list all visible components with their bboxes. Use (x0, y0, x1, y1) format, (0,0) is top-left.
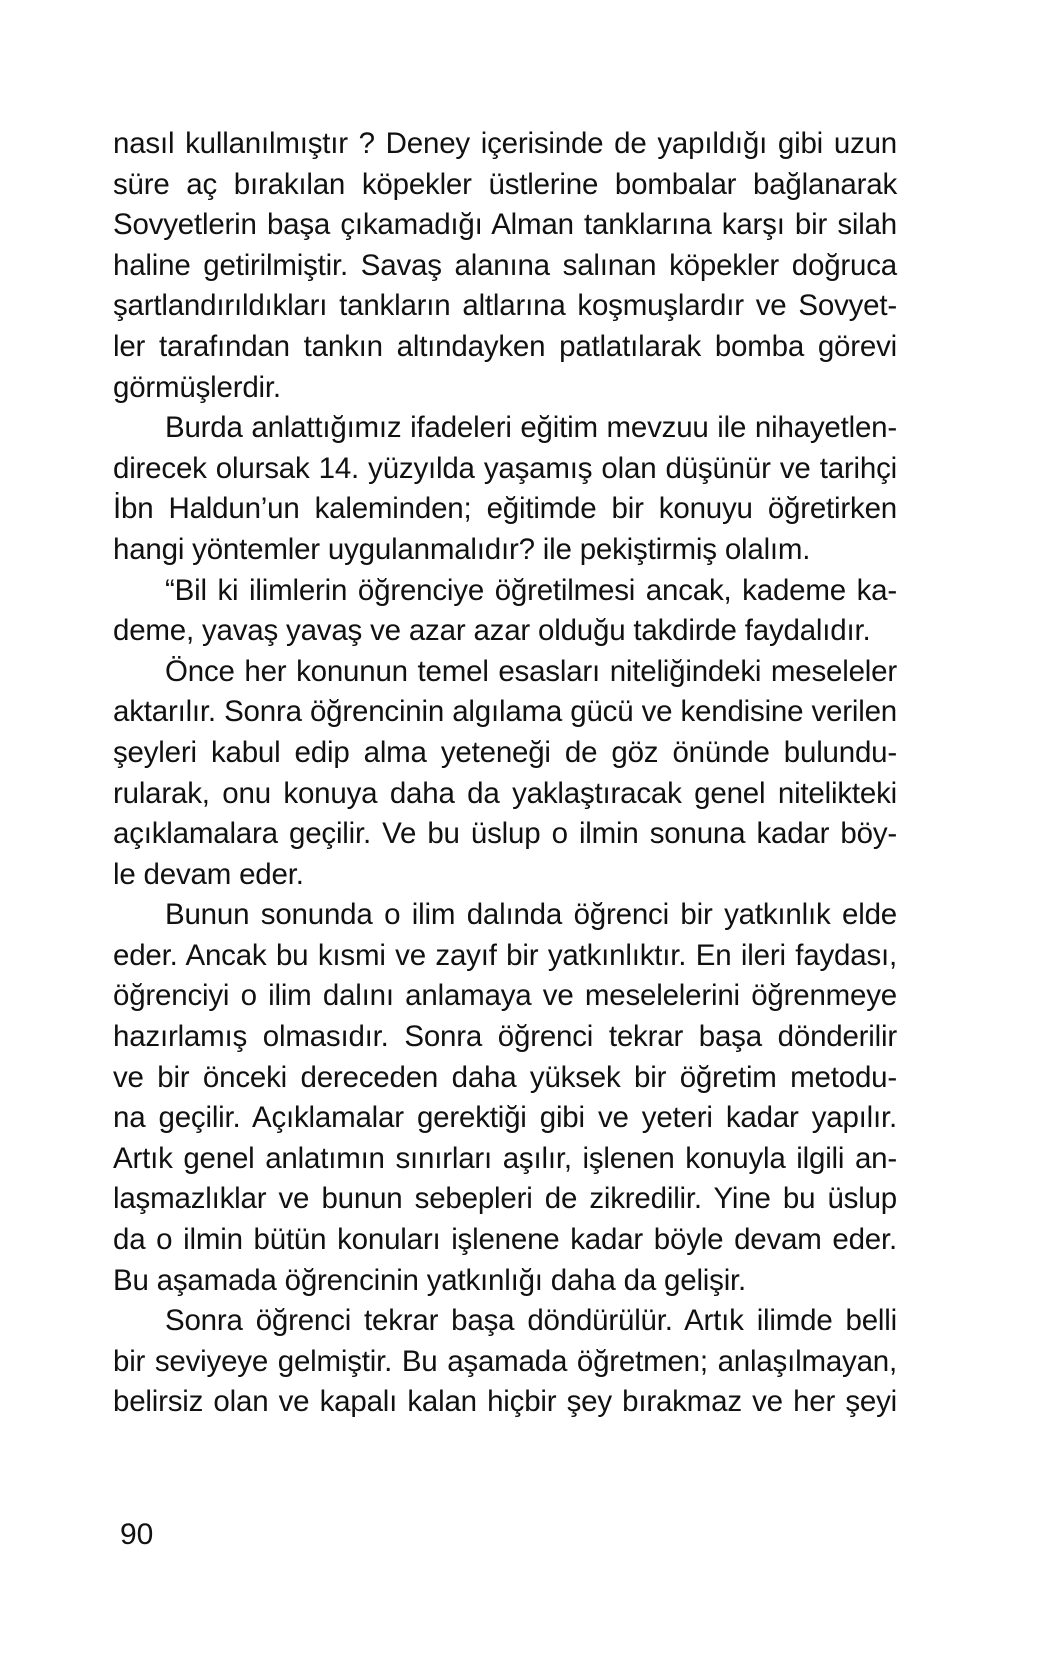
text-line: Sonra öğrenci tekrar başa döndürülür. Artık ilimde belli (165, 1304, 897, 1338)
text-line: şartlandırıldıkları tankların altlarına koşmuşlardır ve Sovyet- (113, 289, 897, 323)
page-body (113, 124, 897, 1423)
text-line: şeyleri kabul edip alma yeteneği de göz önünde bulundu- (113, 735, 897, 769)
text-line: Sovyetlerin başa çıkamadığı Alman tanklarına karşı bir silah (113, 208, 897, 242)
text-line: Bunun sonunda o ilim dalında öğrenci bir yatkınlık elde (165, 898, 897, 932)
text-line: öğrenciyi o ilim dalını anlamaya ve meselelerini öğrenmeye (113, 979, 897, 1013)
paragraph (113, 652, 897, 896)
text-line: deme, yavaş yavaş ve azar azar olduğu takdirde faydalıdır. (113, 614, 871, 648)
text-line: Artık genel anlatımın sınırları aşılır, işlenen konuyla ilgili an- (113, 1141, 897, 1175)
text-line: bir seviyeye gelmiştir. Bu aşamada öğretmen; anlaşılmayan, (113, 1344, 897, 1378)
text-line: rularak, onu konuya daha da yaklaştıracak genel nitelikteki (113, 776, 897, 810)
text-line: eder. Ancak bu kısmi ve zayıf bir yatkınlıktır. En ileri faydası, (113, 938, 897, 972)
paragraph (113, 408, 897, 570)
page-number: 90 (120, 1518, 154, 1551)
text-line: İbn Haldun’un kaleminden; eğitimde bir konuyu öğretirken (113, 492, 897, 526)
text-line: direcek olursak 14. yüzyılda yaşamış olan düşünür ve tarihçi (113, 451, 897, 485)
text-line: “Bil ki ilimlerin öğrenciye öğretilmesi ancak, kademe ka- (165, 573, 897, 607)
text-line: laşmazlıklar ve bunun sebepleri de zikredilir. Yine bu üslup (113, 1182, 897, 1216)
text-line: hazırlamış olmasıdır. Sonra öğrenci tekrar başa dönderilir (113, 1020, 897, 1054)
text-line: hangi yöntemler uygulanmalıdır? ile pekiştirmiş olalım. (113, 532, 811, 566)
text-line: Bu aşamada öğrencinin yatkınlığı daha da gelişir. (113, 1263, 747, 1297)
paragraph (113, 571, 897, 652)
paragraph (113, 1301, 897, 1423)
text-line: na geçilir. Açıklamalar gerektiği gibi ve yeteri kadar yapılır. (113, 1101, 897, 1135)
text-line: belirsiz olan ve kapalı kalan hiçbir şey bırakmaz ve her şeyi (113, 1385, 897, 1419)
text-line: Önce her konunun temel esasları niteliğindeki meseleler (165, 654, 897, 688)
text-line: süre aç bırakılan köpekler üstlerine bombalar bağlanarak (113, 167, 897, 201)
text-line: ve bir önceki dereceden daha yüksek bir öğretim metodu- (113, 1060, 897, 1094)
text-line: görmüşlerdir. (113, 370, 281, 404)
text-line: ler tarafından tankın altındayken patlatılarak bomba görevi (113, 329, 897, 363)
text-line: haline getirilmiştir. Savaş alanına salınan köpekler doğruca (113, 248, 897, 282)
paragraph (113, 124, 897, 408)
text-line: le devam eder. (113, 857, 304, 891)
text-line: da o ilmin bütün konuları işlenene kadar böyle devam eder. (113, 1223, 897, 1257)
text-line: nasıl kullanılmıştır ? Deney içerisinde de yapıldığı gibi uzun (113, 127, 897, 160)
text-line: açıklamalara geçilir. Ve bu üslup o ilmin sonuna kadar böy- (113, 817, 897, 851)
text-line: aktarılır. Sonra öğrencinin algılama gücü ve kendisine verilen (113, 695, 897, 729)
text-line: Burda anlattığımız ifadeleri eğitim mevzuu ile nihayetlen- (165, 411, 897, 445)
paragraph (113, 895, 897, 1301)
